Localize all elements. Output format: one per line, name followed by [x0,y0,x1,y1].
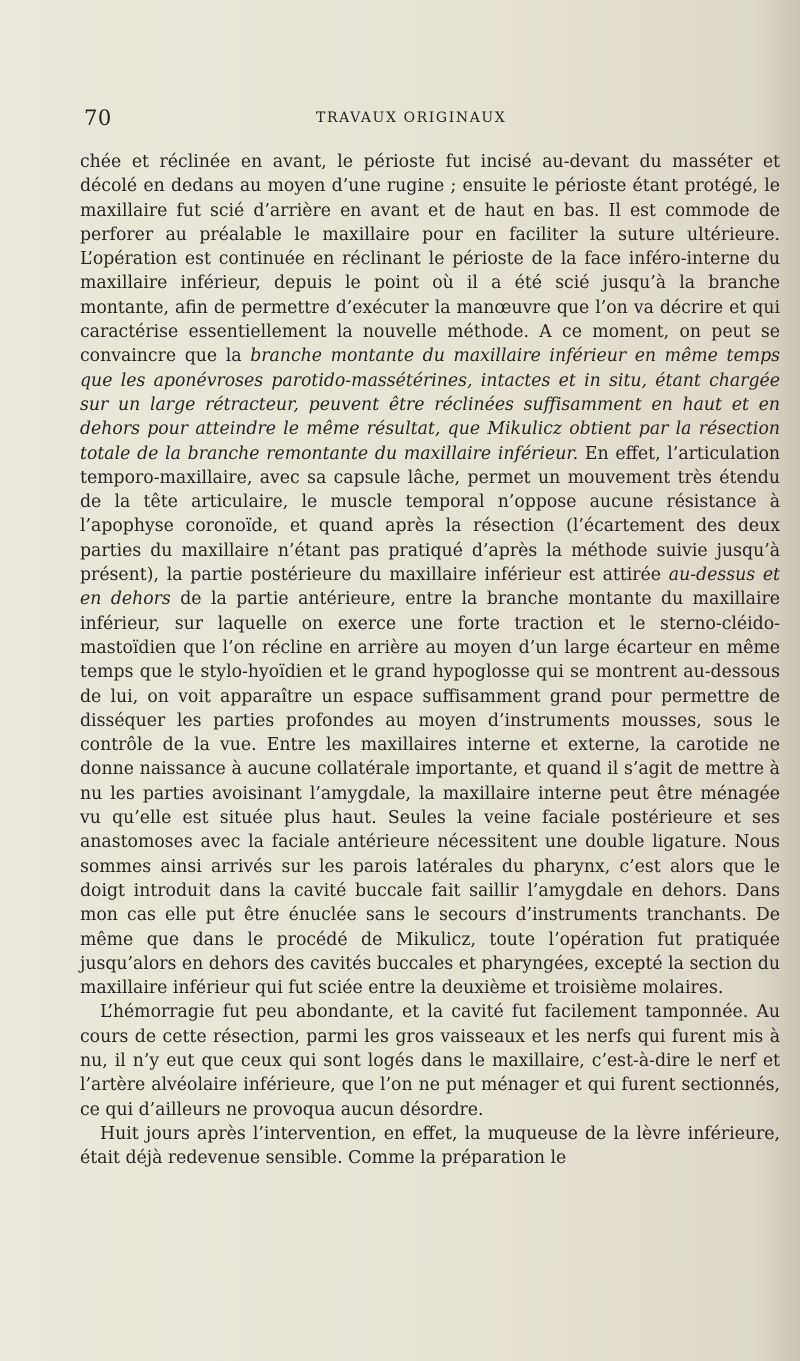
body-text [80,150,780,1170]
paragraph-2: L’hémorragie fut peu abondante, et la cavité fut facilement tamponnée. Au cours de cette résection, parmi les gros vaisseaux et les nerfs qui furent mis à nu, il n’y eut que ceux qui sont logés dans le maxillaire, c’est-à-dire le nerf et l’artère alvéolaire inférieure, que l’on ne put ménager et qui furent sectionnés, ce qui d’ailleurs ne provoqua aucun désordre. [80,1002,780,1120]
paragraph-1 [80,150,780,1000]
paragraph-1-italic-b: au-dessus et en dehors [80,565,780,610]
page-number: 70 [84,106,112,130]
paragraph-1-text-c: de la partie antérieure, entre la branche montante du maxillaire inférieur, sur laquelle on exerce une forte traction et le sterno-cléido-mastoïdien que l’on récline en arrière au moyen d’un large écarteur en même temps que le stylo-hyoïdien et le grand hypoglosse qui se montrent au-dessous de lui, on voit apparaître un espace suffisamment grand pour permettre de disséquer les parties profondes au moyen d’instruments mousses, sous le contrôle de la vue. Entre les maxillaires interne et externe, la carotide ne donne naissance à aucune collatérale importante, et quand il s’agit de mettre à nu les parties avoisinant l’amygdale, la maxillaire interne peut être ménagée vu qu’elle est située plus haut. Seules la veine faciale postérieure et ses anastomoses avec la faciale antérieure nécessitent une double ligature. Nous sommes ainsi arrivés sur les parois latérales du pharynx, c’est alors que le doigt introduit dans la cavité buccale fait saillir l’amygdale en dehors. Dans mon cas elle put être énuclée sans le secours d’instruments tranchants. De même que dans le procédé de Mikulicz, toute l’opération fut pratiquée jusqu’alors en dehors des cavités buccales et pharyngées, excepté la section du maxillaire inférieur qui fut sciée entre la deuxième et troisième molaires. [80,589,780,999]
paragraph-3: Huit jours après l’intervention, en effet, la muqueuse de la lèvre inférieure, était déjà redevenue sensible. Comme la préparation le [80,1123,780,1169]
paragraph-1-text-a: chée et réclinée en avant, le périoste fut incisé au-devant du masséter et décolé en dedans au moyen d’une rugine ; ensuite le périoste étant protégé, le maxillaire fut scié d’arrière en avant et de haut en bas. Il est commode de perforer au préalable le maxillaire pour en faciliter la suture ultérieure. L’opération est continuée en réclinant le périoste de la face inféro-interne du maxillaire inférieur, depuis le point où il a été scié jusqu’à la branche montante, afin de permettre d’exécuter la manœuvre que l’on va décrire et qui caractérise essentiellement la nouvelle méthode. A ce moment, on peut se convaincre que la [80,152,780,367]
paragraph-1-text-b: En effet, l’articulation temporo-maxillaire, avec sa capsule lâche, permet un mouvement très étendu de la tête articulaire, le muscle temporal n’oppose aucune résistance à l’apophyse coronoïde, et quand après la résection (l’écartement des deux parties du maxillaire n’étant pas pratiqué d’après la méthode suivie jusqu’à présent), la partie postérieure du maxillaire inférieur est attirée [80,443,781,586]
page-header [84,106,752,132]
running-head: TRAVAUX ORIGINAUX [316,110,507,126]
paragraph-1-italic-a: branche montante du maxillaire inférieur en même temps que les aponévroses parotido-massétérines, intactes et in situ, étant chargée sur un large rétracteur, peuvent être réclinées suffisamment en haut et en dehors pour atteindre le même résultat, que Mikulicz obtient par la résection totale de la branche remontante du maxillaire inférieur. [80,346,780,464]
